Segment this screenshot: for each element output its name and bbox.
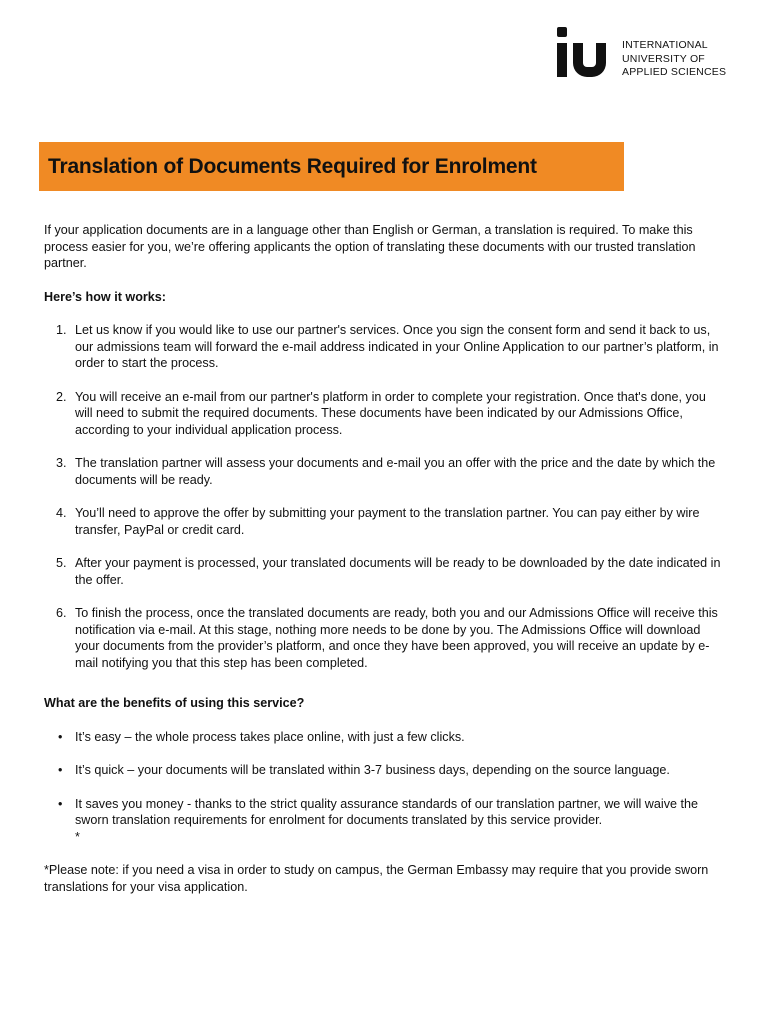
benefit-text: It’s easy – the whole process takes place online, with just a few clicks. (75, 729, 465, 744)
step-text: To finish the process, once the translated documents are ready, both you and our Admissions Office will receive this notification via e-mail. At this stage, nothing more needs to be done by you. The Admissions Office will download your documents from the provider’s platform, and once they have been approved, you will receive an update by e-mail notifying you that this step has been completed. (75, 606, 718, 670)
logo-line-1: INTERNATIONAL (622, 39, 708, 51)
title-banner (39, 142, 624, 191)
step-number: 5. (56, 556, 67, 570)
how-it-works-heading: Here’s how it works: (44, 289, 167, 304)
step-number: 2. (56, 389, 67, 404)
iu-logo-mark (556, 27, 614, 77)
benefits-list (44, 729, 724, 846)
footnote: *Please note: if you need a visa in order to study on campus, the German Embassy may require that you provide sworn translations for your visa application. (44, 863, 709, 894)
step-number: 4. (56, 506, 67, 520)
list-item (44, 555, 724, 588)
logo-line-3: APPLIED SCIENCES (622, 66, 727, 78)
bullet-icon: • (58, 729, 63, 744)
list-item (44, 389, 724, 439)
list-item (44, 729, 724, 746)
list-item (44, 762, 724, 779)
page-title: Translation of Documents Required for Enrolment (48, 154, 537, 178)
logo-wordmark (622, 39, 726, 80)
bullet-icon: • (58, 763, 63, 777)
list-item (44, 605, 724, 671)
benefit-text: It saves you money - thanks to the strict quality assurance standards of our translation partner, we will waive the sworn translation requirements for enrolment for documents translated by this service provider. (75, 796, 698, 827)
list-item (44, 505, 724, 538)
step-text: Let us know if you would like to use our partner's services. Once you sign the consent form and send it back to us, our admissions team will forward the e-mail address indicated in your Online Application to our partner’s platform, in order to start the process. (75, 323, 719, 370)
steps-list (44, 322, 724, 671)
benefit-text: It’s quick – your documents will be translated within 3-7 business days, depending on the source language. (75, 763, 670, 777)
iu-logo (556, 27, 726, 77)
logo-line-2: UNIVERSITY OF (622, 52, 705, 65)
benefits-heading: What are the benefits of using this service? (44, 696, 305, 710)
document-body (44, 222, 724, 895)
list-item (44, 796, 724, 846)
step-text: The translation partner will assess your documents and e-mail you an offer with the price and the date by which the documents will be ready. (75, 456, 716, 487)
step-number: 6. (56, 606, 67, 620)
step-text: You’ll need to approve the offer by submitting your payment to the translation partner. You can pay either by wire transfer, PayPal or credit card. (75, 506, 700, 537)
list-item (44, 455, 724, 488)
step-text: You will receive an e-mail from our partner's platform in order to complete your registration. Once that's done, you will need to submit the required documents. These documents have been indicated by our Admissions Office, according to your individual application process. (75, 389, 706, 437)
intro-paragraph: If your application documents are in a language other than English or German, a translation is required. To make this process easier for you, we’re offering applicants the option of translating these documents with our trusted translation partner. (44, 223, 696, 270)
footnote-marker: * (75, 829, 80, 844)
list-item (44, 322, 724, 372)
step-number: 1. (56, 323, 67, 337)
step-text: After your payment is processed, your translated documents will be ready to be downloaded by the date indicated in the offer. (75, 556, 721, 587)
step-number: 3. (56, 456, 67, 470)
bullet-icon: • (58, 796, 63, 811)
